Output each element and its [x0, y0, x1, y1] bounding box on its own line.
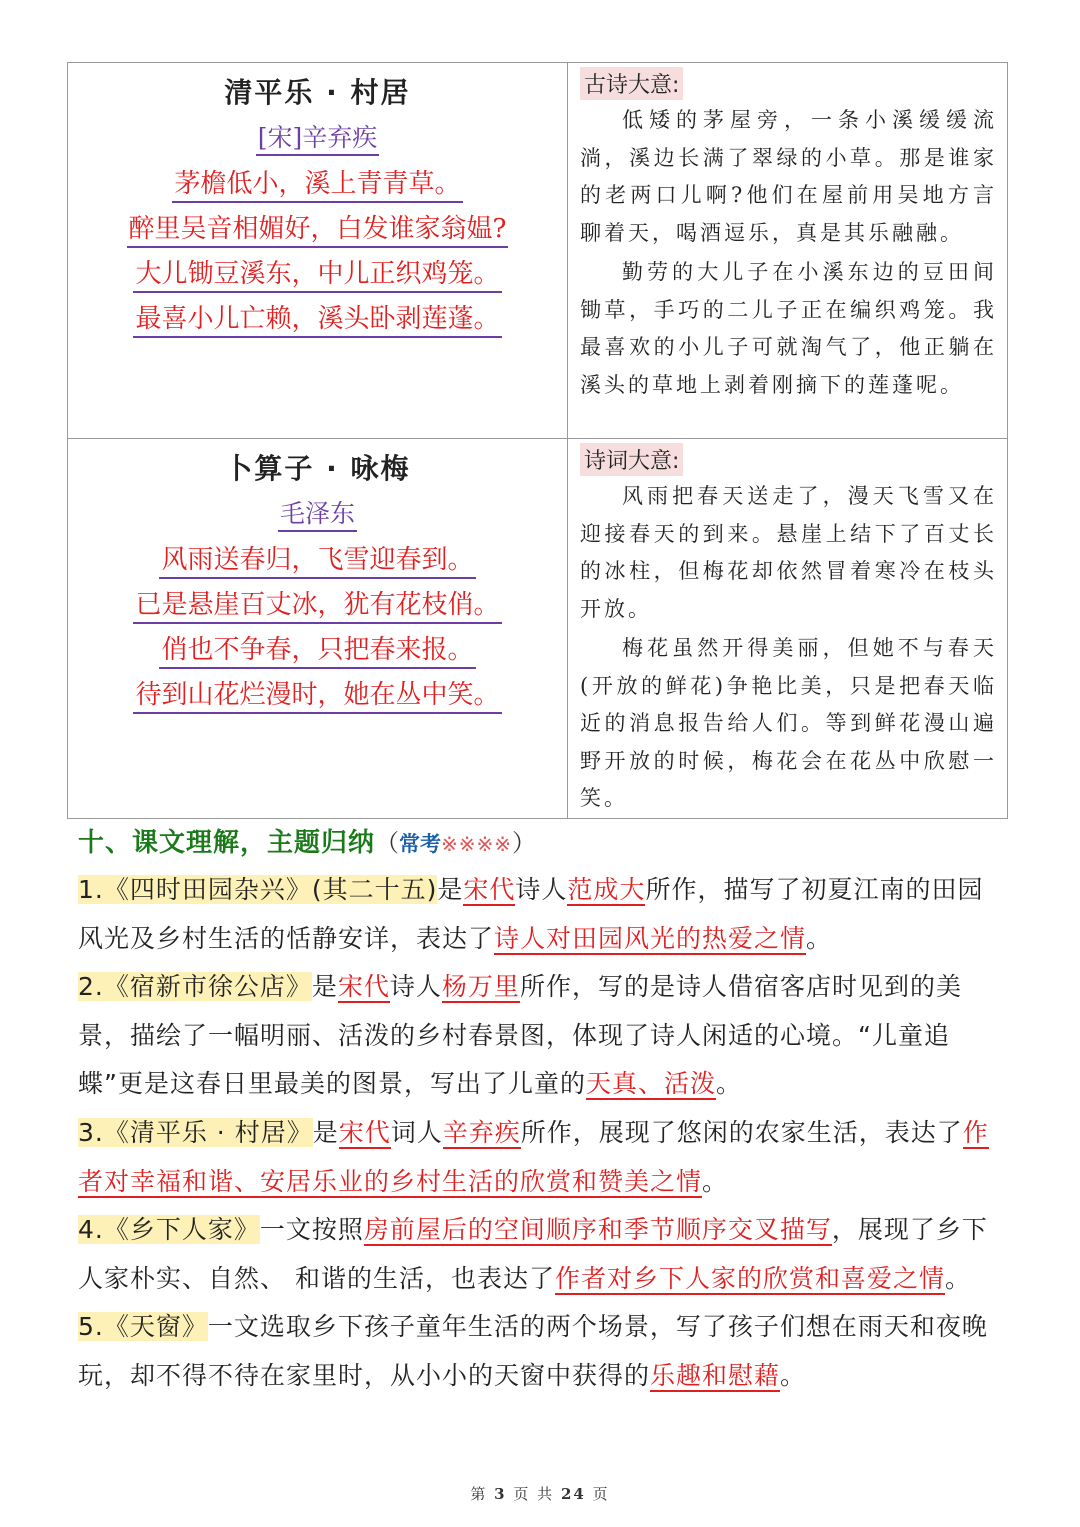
poem-line: 风雨送春归，飞雪迎春到。 [159, 544, 475, 579]
key-phrase: 作者对乡下人家的欣赏和喜爱之情 [554, 1263, 945, 1293]
poem-line: 已是悬崖百丈冰，犹有花枝俏。 [133, 589, 501, 624]
summary-item [78, 1109, 1008, 1206]
item-number: 1. [78, 875, 104, 904]
summary-item [78, 963, 1008, 1109]
book-title: 《宿新市徐公店》 [103, 972, 312, 1002]
paren-open: （ [375, 829, 400, 857]
body-text: 。 [944, 1263, 971, 1293]
importance-stars: ※※※※ [441, 832, 513, 856]
poem-line: 醉里吴音相媚好，白发谁家翁媪? [127, 213, 509, 248]
poem-row [68, 63, 1008, 439]
key-phrase: 作者对幸福和谐、安居乐业的乡村生活的欣赏和赞美之情 [78, 1117, 989, 1196]
summary-item [78, 1206, 1008, 1303]
key-phrase: 杨万里 [441, 972, 520, 1002]
body-text: 是 [437, 875, 464, 904]
poem-table [67, 62, 1008, 819]
summary-item [78, 1303, 1008, 1400]
key-phrase: 诗人对田园风光的热爱之情 [494, 923, 807, 953]
frequency-label: 常考 [399, 832, 442, 856]
poem-cell [68, 439, 568, 819]
body-text: 一文按照 [259, 1215, 364, 1245]
poem-row [68, 439, 1008, 819]
footer-suffix: 页 [592, 1485, 610, 1503]
body-text: 所作，展现了悠闲的农家生活，表达了 [520, 1117, 963, 1147]
book-title: 《天窗》 [103, 1312, 208, 1342]
summary-list [78, 866, 1008, 1401]
poem-title: 清平乐 · 村居 [224, 76, 411, 109]
item-number: 2. [78, 972, 104, 1002]
meaning-paragraph: 勤劳的大儿子在小溪东边的豆田间锄草，手巧的二儿子正在编织鸡笼。我最喜欢的小儿子可就淘气了，他正躺在溪头的草地上剥着刚摘下的莲蓬呢。 [580, 260, 997, 397]
poem-line: 俏也不争春，只把春来报。 [159, 634, 475, 669]
body-text: 诗人 [389, 972, 442, 1002]
paren-close: ） [512, 829, 537, 857]
key-phrase: 宋代 [338, 1117, 391, 1147]
poem-line: 待到山花烂漫时，她在丛中笑。 [133, 679, 501, 714]
key-phrase: 房前屋后的空间顺序和季节顺序交叉描写 [363, 1215, 832, 1245]
meaning-paragraph: 风雨把春天送走了，漫天飞雪又在迎接春天的到来。悬崖上结下了百丈长的冰柱，但梅花却依然冒着寒冷在枝头开放。 [580, 484, 997, 621]
poem-lines [68, 540, 567, 720]
body-text: 词人 [390, 1117, 443, 1147]
body-text: 。 [702, 1166, 729, 1196]
item-number: 4. [78, 1215, 104, 1245]
body-text: 所作，写的是诗人借宿客店时见到的美景，描绘了一幅明丽、活泼的乡村春景图，体现了诗人闲适的心境。“儿童追蝶”更是这春日里最美的图景，写出了儿童的 [78, 972, 962, 1099]
body-text: ，展现了乡下人家朴实、自然、 和谐的生活，也表达了 [78, 1215, 988, 1293]
body-text: 诗人 [515, 875, 568, 904]
meaning-cell [568, 439, 1008, 819]
summary-item [78, 866, 1008, 963]
poem-lines [68, 164, 567, 344]
book-title: 《清平乐 · 村居》 [103, 1117, 313, 1147]
meaning-cell [568, 63, 1008, 439]
footer-prefix: 第 [470, 1485, 488, 1503]
footer-middle: 页 共 [513, 1485, 555, 1503]
body-text: 。 [806, 923, 833, 953]
key-phrase: 天真、活泼 [585, 1069, 716, 1099]
body-text: 是 [312, 1117, 339, 1147]
page-number: 3 [494, 1485, 507, 1503]
poem-title: 卜算子 · 咏梅 [224, 452, 411, 485]
meaning-paragraph: 梅花虽然开得美丽，但她不与春天(开放的鲜花)争艳比美，只是把春天临近的消息报告给人们。等到鲜花漫山遍野开放的时候，梅花会在花丛中欣慰一笑。 [580, 636, 997, 810]
poem-author: 毛泽东 [278, 499, 357, 532]
meaning-label: 古诗大意: [580, 67, 683, 100]
poem-line: 最喜小儿亡赖，溪头卧剥莲蓬。 [133, 303, 501, 338]
key-phrase: 辛弃疾 [442, 1117, 521, 1147]
key-phrase: 宋代 [463, 875, 516, 904]
key-phrase: 范成大 [567, 875, 646, 904]
meaning-paragraph: 低矮的茅屋旁，一条小溪缓缓流淌，溪边长满了翠绿的小草。那是谁家的老两口儿啊?他们在屋前用吴地方言聊着天，喝酒逗乐，真是其乐融融。 [580, 108, 997, 245]
page-footer [0, 1483, 1080, 1504]
section-heading [78, 822, 1038, 859]
body-text: 是 [311, 972, 338, 1002]
book-title: 《乡下人家》 [103, 1215, 260, 1245]
item-number: 5. [78, 1312, 104, 1342]
poem-cell [68, 63, 568, 439]
poem-line: 茅檐低小，溪上青青草。 [172, 168, 462, 203]
poem-author: [宋]辛弃疾 [256, 123, 380, 156]
item-number: 3. [78, 1117, 104, 1147]
body-text: 一文选取乡下孩子童年生活的两个场景，写了孩子们想在雨天和夜晚玩，却不得不待在家里时，从小小的天窗中获得的 [78, 1312, 988, 1390]
body-text: 。 [715, 1069, 742, 1099]
body-text: 所作，描写了初夏江南的田园风光及乡村生活的恬静安详，表达了 [78, 875, 984, 953]
poem-line: 大儿锄豆溪东，中儿正织鸡笼。 [133, 258, 501, 293]
key-phrase: 宋代 [337, 972, 390, 1002]
section-title: 十、课文理解，主题归纳 [78, 828, 376, 858]
key-phrase: 乐趣和慰藉 [650, 1360, 781, 1390]
meaning-label: 诗词大意: [580, 443, 683, 476]
book-title: 《四时田园杂兴》(其二十五) [103, 875, 438, 904]
body-text: 。 [780, 1360, 807, 1390]
page-total: 24 [560, 1485, 586, 1503]
